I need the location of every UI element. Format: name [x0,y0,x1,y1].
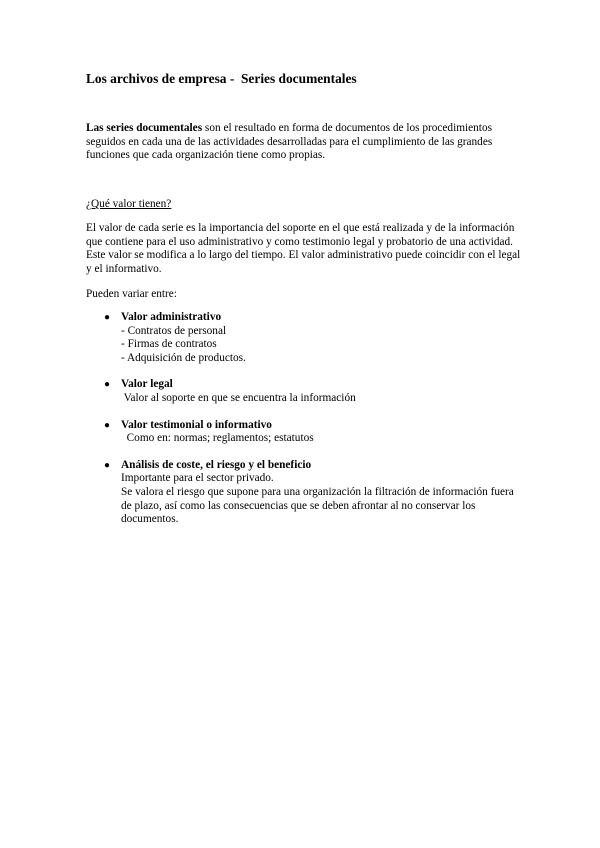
list-item-wrapped-text: Se valora el riesgo que supone para una organización la filtración de información fuera de plazo, así como las consecuencias que se deben afrontar al no conservar los documentos. [121,485,514,526]
list-item-heading: Valor administrativo [121,311,222,323]
intro-text: son el resultado en forma de documentos de los procedimientos seguidos en cada una de las actividades desarrolladas para el cumplimiento de las grandes funciones que cada organización tiene como propias. [86,122,493,162]
bullet-icon: ● [104,419,111,431]
value-list [86,311,526,540]
list-item-heading: Valor legal [121,378,173,391]
intro-bold-term: Las series documentales [86,122,203,134]
question-heading: ¿Qué valor tienen? [86,198,172,210]
list-item [86,378,526,405]
list-item-heading: Valor testimonial o informativo [121,418,272,431]
list-item [86,419,526,446]
bullet-icon: ● [104,379,111,391]
list-item-line: Como en: normas; reglamentos; estatutos [121,432,314,445]
list-item [86,459,526,527]
list-item-line: Valor al soporte en que se encuentra la información [121,391,356,404]
bullet-icon: ● [104,312,111,323]
list-item-line: Importante para el sector privado. [121,472,274,485]
list-item [86,311,526,365]
bullet-icon: ● [104,459,111,471]
value-paragraph: El valor de cada serie es la importancia del soporte en el que está realizada y de la información que contiene para el uso administrativo y como testimonio legal y probatorio de una actividad. Este valor se modifica a lo largo del tiempo. El valor administrativo puede coincidir con el legal y el informativo. [86,222,521,275]
list-item-heading: Análisis de coste, el riesgo y el beneficio [121,458,312,471]
list-item-line: - Adquisición de productos. [121,351,246,364]
list-item-line: - Firmas de contratos [121,338,217,351]
intro-paragraph [86,122,526,163]
list-item-line: - Contratos de personal [121,324,227,337]
document-title: Los archivos de empresa - Series documentales [86,71,357,86]
pueden-variar-text: Pueden variar entre: [86,288,177,300]
